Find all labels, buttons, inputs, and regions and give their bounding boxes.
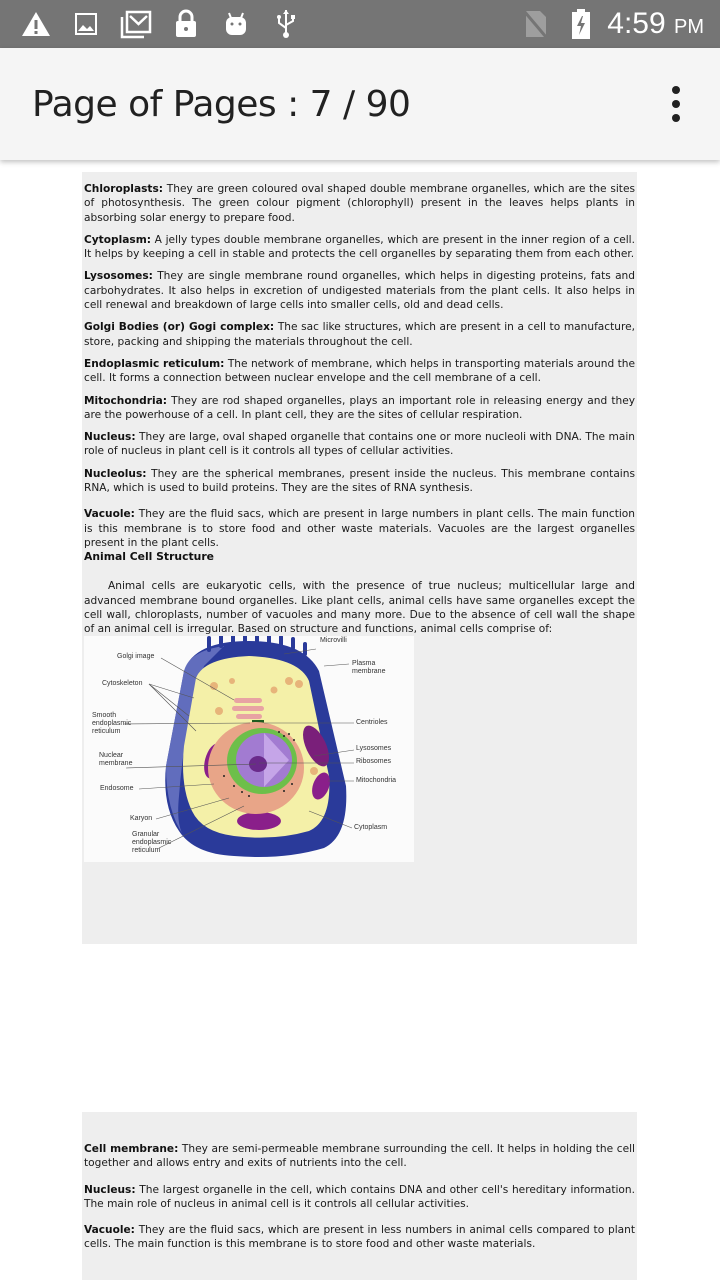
definition: The network of membrane, which helps in transporting materials around the cell. It forms a connection between nuclear envelope and the cell membrane of a cell. (84, 357, 635, 385)
diagram-label: Golgi image (117, 653, 155, 661)
battery-charging-icon (565, 8, 597, 40)
document-page (82, 1112, 637, 1280)
android-icon (220, 8, 252, 40)
clock (607, 7, 704, 41)
usb-icon (270, 8, 302, 40)
paragraph (84, 394, 635, 423)
definition: They are semi-permeable membrane surrounding the cell. It helps in holding the cell together and allows entry and exits of nutrients into the cell. (84, 1143, 635, 1170)
diagram-label: Centrioles (356, 719, 388, 727)
term: Endoplasmic reticulum: (84, 357, 225, 370)
section-heading: Animal Cell Structure (84, 550, 214, 564)
definition: They are large, oval shaped organelle that contains one or more nucleoli with DNA. The main role of nucleus in plant cell is it controls all types of cellular activities. (84, 431, 635, 458)
term: Cell membrane: (84, 1143, 179, 1155)
paragraph (84, 1183, 635, 1212)
term: Lysosomes: (84, 270, 153, 283)
paragraph (84, 430, 635, 459)
diagram-label: Cytoplasm (354, 824, 388, 832)
definition: The sac like structures, which are present in a cell to manufacture, store, packing and shipping the materials throughout the cell. (84, 321, 635, 348)
term: Nucleus: (84, 1183, 136, 1196)
clock-time: 4:59 (607, 7, 666, 40)
app-bar (0, 48, 720, 160)
no-sim-icon (519, 8, 551, 40)
term: Vacuole: (84, 1224, 135, 1237)
definition: They are the fluid sacs, which are present in large numbers in plant cells. The main function is this membrane is to store food and other waste materials. Vacuoles are the largest organelles present in the plant cells. (84, 508, 635, 549)
term: Vacuole: (84, 508, 135, 521)
diagram-label: Microvilli (320, 637, 347, 645)
paragraph (84, 182, 635, 225)
diagram-label: Karyon (130, 815, 153, 823)
definition: The largest organelle in the cell, which contains DNA and other cell's hereditary information. The main role of nucleus in animal cell is it controls all cellular activities. (84, 1183, 635, 1210)
diagram-label: Mitochondria (356, 777, 397, 785)
more-vert-icon[interactable] (664, 84, 688, 124)
definition: They are the spherical membranes, present inside the nucleus. This membrane contains RNA, which is used to build proteins. They are the sites of RNA synthesis. (84, 467, 635, 495)
definition: They are rod shaped organelles, plays an important role in releasing energy and they are the powerhouse of a cell. In plant cell, they are the sites of cellular respiration. (84, 394, 635, 421)
diagram-label: Granular endoplasmic reticulum (132, 831, 172, 855)
definition: They are single membrane round organelles, which helps in digesting proteins, fats and carbohydrates. It also helps in excretion of undigested materials from the plant cells. It also helps in cell renewal and breakdown of large cells into smaller cells, old and dead cells. (84, 270, 635, 312)
clock-ampm: PM (674, 16, 704, 38)
diagram-label: Endosome (100, 785, 134, 793)
diagram-label: Nuclear membrane (99, 752, 133, 768)
term: Golgi Bodies (or) Gogi complex: (84, 321, 275, 334)
page-title: Page of Pages : 7 / 90 (32, 83, 411, 125)
term: Mitochondria: (84, 394, 167, 407)
status-bar (0, 0, 720, 48)
definition: A jelly types double membrane organelles, which are present in the inner region of a cell. It helps by keeping a cell in stable and protects the cell organelles by separating them from each other. (84, 233, 635, 261)
image-icon (70, 8, 102, 40)
diagram-label: Plasma membrane (352, 660, 386, 676)
diagram-label: Smooth endoplasmic reticulum (92, 712, 132, 736)
document-viewer[interactable] (0, 160, 720, 1280)
gmail-icon (120, 8, 152, 40)
diagram-label: Ribosomes (356, 758, 392, 766)
document-page (82, 172, 637, 944)
paragraph (84, 320, 635, 349)
term: Cytoplasm: (84, 233, 151, 246)
intro-paragraph: Animal cells are eukaryotic cells, with the presence of true nucleus; multicellular large and advanced membrane bound organelles. Like plant cells, animal cells have same organelles except the cell wall, chloroplasts, number of vacuoles and many more. Due to the absence of cell wall the shape of an animal cell is irregular. Based on structure and functions, animal cells comprise of: (84, 580, 635, 636)
lock-icon (170, 8, 202, 40)
warning-icon (20, 8, 52, 40)
term: Nucleolus: (84, 467, 147, 480)
term: Nucleus: (84, 431, 136, 444)
paragraph (84, 507, 635, 550)
paragraph (84, 233, 635, 262)
diagram-label: Cytoskeleton (102, 680, 143, 688)
paragraph (84, 467, 635, 496)
diagram-label: Lysosomes (356, 745, 392, 753)
animal-cell-diagram (84, 636, 414, 862)
definition: They are the fluid sacs, which are present in less numbers in animal cells compared to plant cells. The main function is this membrane is to store food and other waste materials. (84, 1224, 635, 1251)
paragraph (84, 1223, 635, 1252)
term: Chloroplasts: (84, 183, 164, 195)
paragraph (84, 357, 635, 386)
paragraph (84, 269, 635, 312)
paragraph (84, 1142, 635, 1171)
definition: They are green coloured oval shaped double membrane organelles, which are the sites of photosynthesis. The green colour pigment (chlorophyll) present in the leaves helps plants in absorbing solar energy to prepare food. (84, 183, 635, 224)
